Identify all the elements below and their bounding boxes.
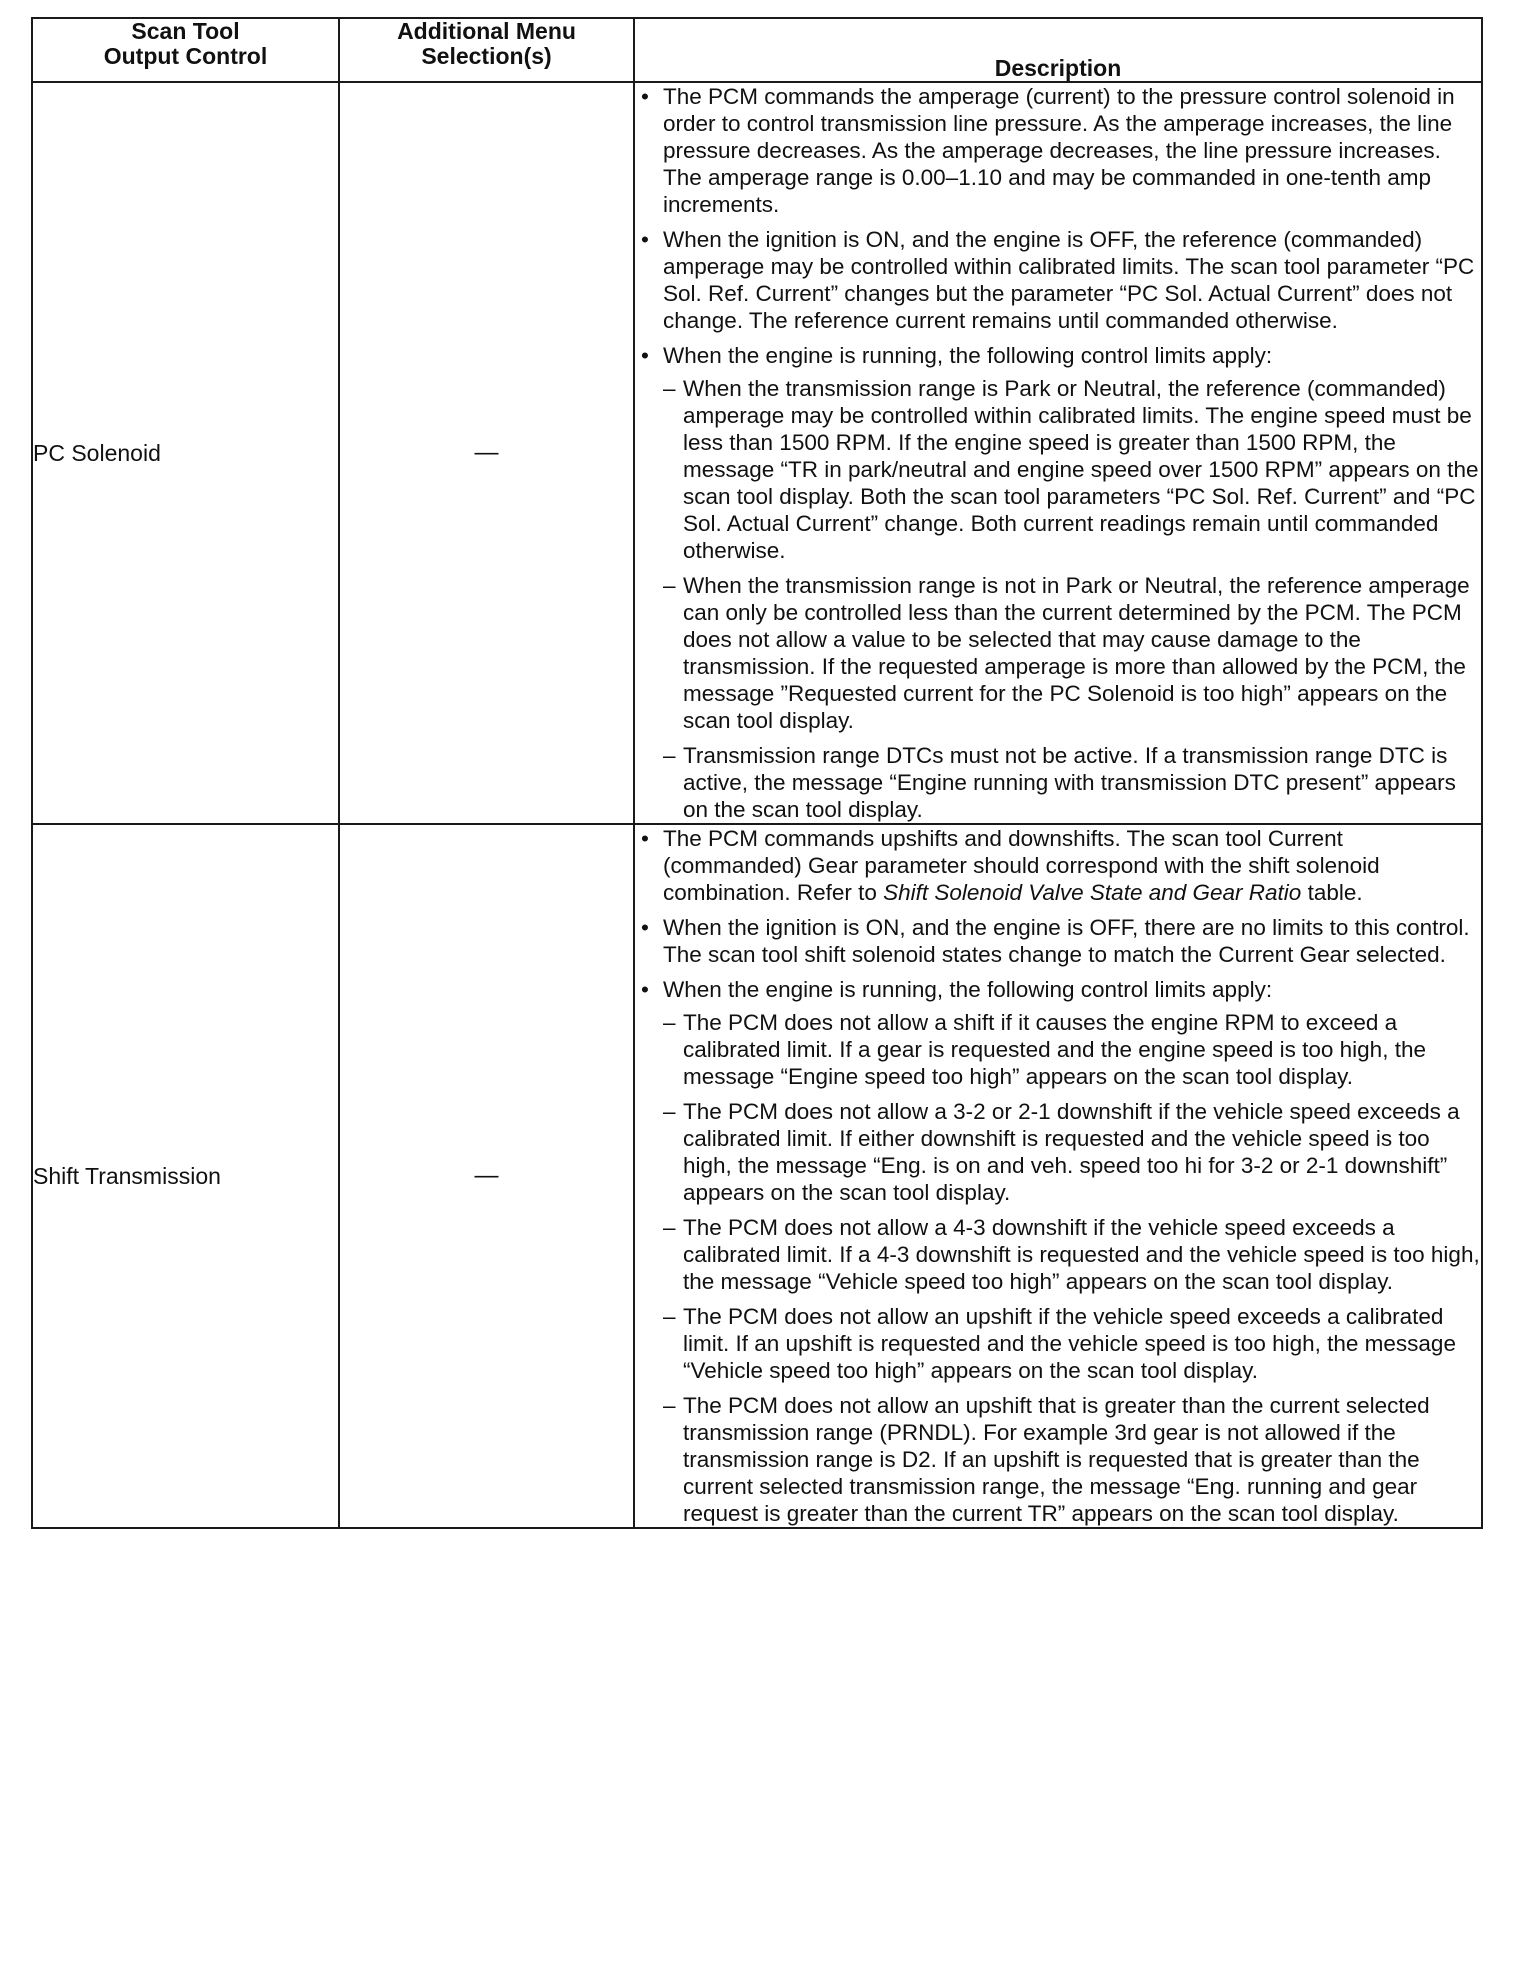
control-name: PC Solenoid [32,82,339,824]
header-col2-line1: Additional Menu [397,18,576,44]
header-col1-line1: Scan Tool [131,18,240,44]
bullet-item: • When the ignition is ON, and the engine is OFF, there are no limits to this control. The scan tool shift solenoid states change to match the Current Gear selected. [635,914,1481,968]
bullet-text: The PCM commands upshifts and downshifts. The scan tool Current (commanded) Gear parameter should correspond with the shift solenoid combination. Refer to [663,826,1380,905]
sub-item: – Transmission range DTCs must not be active. If a transmission range DTC is active, the message “Engine running with transmission DTC present” appears on the scan tool display. [657,742,1481,823]
table-row-pc-solenoid [32,82,1482,824]
header-additional-menu-selections [339,18,634,82]
description-cell [634,82,1482,824]
sub-item: – The PCM does not allow an upshift if the vehicle speed exceeds a calibrated limit. If an upshift is requested and the vehicle speed is too high, the message “Vehicle speed too high” appears on the scan tool display. [657,1303,1481,1384]
bullet-list [635,825,1481,1527]
bullet-item [635,825,1481,906]
table-row-shift-transmission [32,824,1482,1528]
output-control-table [31,17,1483,1529]
sub-list [657,375,1481,823]
description-cell [634,824,1482,1528]
bullet-item [635,342,1481,823]
bullet-list [635,83,1481,823]
header-col1-line2: Output Control [103,43,268,69]
bullet-text: table. [1301,880,1363,905]
sub-item: – The PCM does not allow a 4-3 downshift if the vehicle speed exceeds a calibrated limit. If a 4-3 downshift is requested and the vehicle speed is too high, the message “Vehicle speed too high” appears on the scan tool display. [657,1214,1481,1295]
sub-item: – The PCM does not allow a shift if it causes the engine RPM to exceed a calibrated limit. If a gear is requested and the engine speed is too high, the message “Engine speed too high” appears on the scan tool display. [657,1009,1481,1090]
control-name: Shift Transmission [32,824,339,1528]
header-description: Description [634,18,1482,82]
bullet-text: When the engine is running, the following control limits apply: [663,977,1273,1002]
bullet-item: • The PCM commands the amperage (current) to the pressure control solenoid in order to control transmission line pressure. As the amperage increases, the line pressure decreases. As the amperage decreases, the line pressure increases. The amperage range is 0.00–1.10 and may be commanded in one-tenth amp increments. [635,83,1481,218]
header-row [32,18,1482,82]
menu-selection: — [339,82,634,824]
bullet-item: • When the ignition is ON, and the engine is OFF, the reference (commanded) amperage may be controlled within calibrated limits. The scan tool parameter “PC Sol. Ref. Current” changes but the parameter “PC Sol. Actual Current” does not change. The reference current remains until commanded otherwise. [635,226,1481,334]
sub-item: – The PCM does not allow a 3-2 or 2-1 downshift if the vehicle speed exceeds a calibrated limit. If either downshift is requested and the vehicle speed is too high, the message “Eng. is on and veh. speed too hi for 3-2 or 2-1 downshift” appears on the scan tool display. [657,1098,1481,1206]
menu-selection: — [339,824,634,1528]
bullet-item [635,976,1481,1527]
bullet-text: When the engine is running, the following control limits apply: [663,343,1273,368]
sub-item: – The PCM does not allow an upshift that is greater than the current selected transmission range (PRNDL). For example 3rd gear is not allowed if the transmission range is D2. If an upshift is requested that is greater than the current selected transmission range, the message “Eng. running and gear request is greater than the current TR” appears on the scan tool display. [657,1392,1481,1527]
table-reference: Shift Solenoid Valve State and Gear Ratio [883,880,1302,905]
header-scan-tool-output-control [32,18,339,82]
sub-item: – When the transmission range is Park or Neutral, the reference (commanded) amperage may be controlled within calibrated limits. The engine speed must be less than 1500 RPM. If the engine speed is greater than 1500 RPM, the message “TR in park/neutral and engine speed over 1500 RPM” appears on the scan tool display. Both the scan tool parameters “PC Sol. Ref. Current” and “PC Sol. Actual Current” change. Both current readings remain until commanded otherwise. [657,375,1481,564]
sub-item: – When the transmission range is not in Park or Neutral, the reference amperage can only be controlled less than the current determined by the PCM. The PCM does not allow a value to be selected that may cause damage to the transmission. If the requested amperage is more than allowed by the PCM, the message ”Requested current for the PC Solenoid is too high” appears on the scan tool display. [657,572,1481,734]
sub-list [657,1009,1481,1527]
header-col2-line2: Selection(s) [421,43,552,69]
